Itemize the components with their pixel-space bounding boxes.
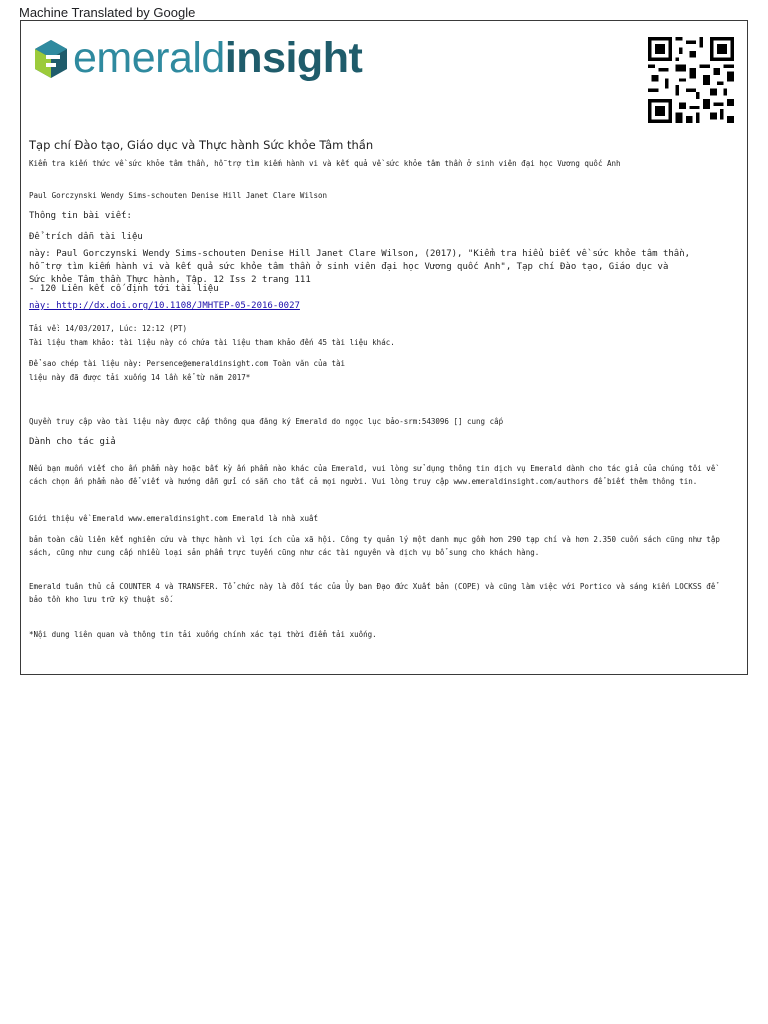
citation-line: - 120 Liên kết cố định tới tài liệu [29, 284, 219, 294]
qr-code-icon [648, 37, 734, 123]
article-info-heading: Thông tin bài viết: [29, 211, 132, 221]
citation-line: hỗ trợ tìm kiếm hành vi và kết quả sức khỏe tâm thần ở sinh viên đại học Vương quốc Anh", Tạp chí Đào tạo, Giáo dục và [29, 262, 669, 272]
about-emerald-heading: Giới thiệu về Emerald www.emeraldinsight.com Emerald là nhà xuất [29, 514, 318, 523]
references-count: Tài liệu tham khảo: tài liệu này có chứa tài liệu tham khảo đến 45 tài liệu khác. [29, 338, 395, 347]
article-title: Kiểm tra kiến thức về sức khỏe tâm thần, hỗ trợ tìm kiếm hành vi và kết quả về sức khỏe tâm thần ở sinh viên đại học Vương quốc Anh [29, 159, 621, 168]
download-date: Tải về: 14/03/2017, Lúc: 12:12 (PT) [29, 324, 188, 333]
about-emerald-text: bản toàn cầu liên kết nghiên cứu và thực hành vì lợi ích của xã hội. Công ty quản lý một danh mục gồm hơn 290 tạp chí và hơn 2.350 cuốn sách cũng như tập sách, cũng như cung cấp nhiều loại sản phẩm trực tuyến cũng như các tài nguyên và dịch vụ bổ sung cho khách hàng. [29, 535, 720, 557]
download-note: *Nội dung liên quan và thông tin tải xuống chính xác tại thời điểm tải xuống. [29, 630, 377, 639]
copy-info [29, 357, 345, 385]
citation [29, 248, 690, 296]
machine-translated-banner: Machine Translated by Google [19, 5, 196, 20]
copy-line: Để sao chép tài liệu này: Persence@emeraldinsight.com Toàn văn của tài [29, 359, 346, 368]
logo-text-emerald: emerald [73, 34, 225, 82]
for-authors-text: Nếu bạn muốn viết cho ấn phẩm này hoặc bất kỳ ấn phẩm nào khác của Emerald, vui lòng sử dụng thông tin dịch vụ Emerald dành cho tác giả của chúng tôi về cách chọn ấn phẩm nào để viết và hướng dẫn gửi có sẵn cho tất cả mọi người. Vui lòng truy cập www.emeraldinsight.com/authors để biết thêm thông tin. [29, 464, 716, 486]
citation-line: Sức khỏe Tâm thần Thực hành, Tập. 12 Iss 2 trang 111 [29, 275, 311, 285]
doi-permalink[interactable]: này: http://dx.doi.org/10.1108/JMHTEP-05-2016-0027 [29, 301, 300, 311]
citation-line: này: Paul Gorczynski Wendy Sims-schouten Denise Hill Janet Clare Wilson, (2017), "Kiểm tra hiểu biết về sức khỏe tâm thần, [29, 249, 691, 259]
journal-title: Tạp chí Đào tạo, Giáo dục và Thực hành Sức khỏe Tâm thần [29, 138, 374, 152]
for-authors-heading: Dành cho tác giả [29, 437, 116, 447]
authors: Paul Gorczynski Wendy Sims-schouten Denise Hill Janet Clare Wilson [29, 191, 328, 200]
emerald-logo-mark-icon [34, 39, 68, 79]
document-page [20, 20, 748, 675]
cite-heading: Để trích dẫn tài liệu [29, 232, 143, 242]
copy-line: liệu này đã được tải xuống 14 lần kể từ năm 2017* [29, 373, 251, 382]
emerald-insight-logo [34, 34, 363, 82]
access-statement: Quyền truy cập vào tài liệu này được cấp thông qua đăng ký Emerald do ngọc lục bảo-srm:543096 [] cung cấp [29, 417, 504, 426]
counter-transfer-text: Emerald tuân thủ cả COUNTER 4 và TRANSFER. Tổ chức này là đối tác của Ủy ban Đạo đức Xuất bản (COPE) và cũng làm việc với Portico và sáng kiến LOCKSS để bảo tồn kho lưu trữ kỹ thuật số. [29, 582, 716, 604]
logo-text-insight: insight [224, 34, 363, 82]
